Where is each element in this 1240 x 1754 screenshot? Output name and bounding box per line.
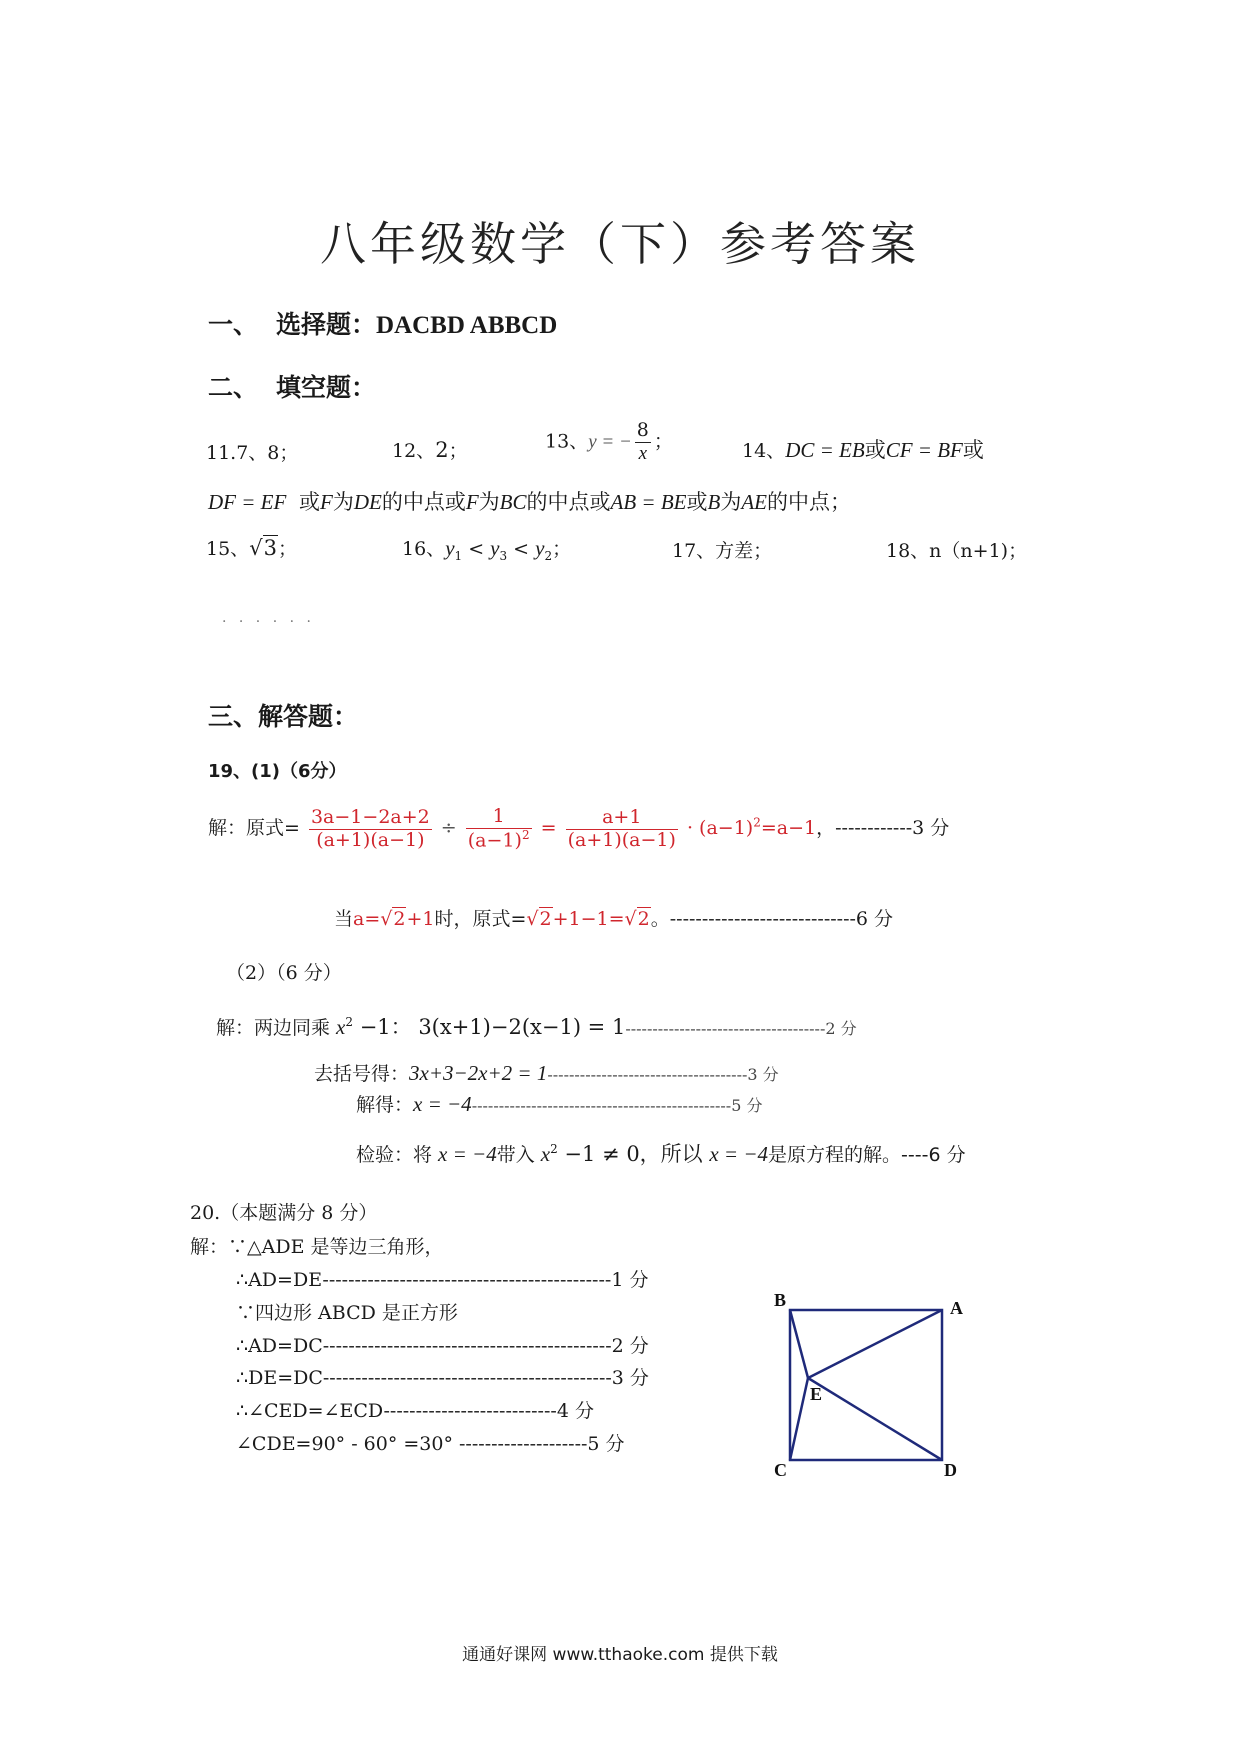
score-mark: 。-----------------------------6 分 <box>650 908 894 930</box>
sqrt-sign: √ <box>249 536 263 560</box>
answer-q11: 11.7、8； <box>206 442 299 464</box>
dots-placeholder: · · · · · · <box>222 614 315 630</box>
q20-line: ∴DE=DC---------------------------------------------3 分 <box>236 1367 649 1389</box>
q20-line: 解：∵△ADE 是等边三角形， <box>190 1236 444 1258</box>
q19-step2 <box>314 1059 779 1086</box>
segment-be <box>790 1310 808 1378</box>
fraction-2 <box>466 806 532 852</box>
equals-sign: = <box>540 817 563 840</box>
q20-heading: 20.（本题满分 8 分） <box>190 1202 378 1224</box>
sqrt-sign: √ <box>380 908 393 930</box>
section-number: 一、 <box>208 310 259 339</box>
numerator: 3a−1−2a+2 <box>310 805 430 828</box>
section-label: 填空题： <box>276 373 377 402</box>
q14-eq-b: CF = BF <box>885 438 963 462</box>
q-number: 13、 <box>545 430 589 453</box>
subscript: 3 <box>499 548 508 563</box>
word: 带入 <box>496 1144 541 1166</box>
answer-q16 <box>402 534 571 563</box>
label-d: D <box>944 1460 957 1480</box>
q14-eq-c: DF = EF <box>208 490 287 514</box>
exponent: 2 <box>550 1142 558 1156</box>
radicand: 2 <box>539 908 552 930</box>
section-label: 选择题： <box>276 310 377 339</box>
segment-label: DE <box>353 490 382 514</box>
q13-lhs: y = − <box>588 431 632 453</box>
numerator: 1 <box>492 805 505 827</box>
fraction-1 <box>309 807 432 852</box>
label-b: B <box>774 1290 787 1310</box>
radicand: 2 <box>393 908 406 930</box>
subscript: 1 <box>454 548 463 563</box>
word-or: 或 <box>864 438 886 462</box>
var-y: y <box>535 536 545 560</box>
segment-ce <box>790 1378 808 1460</box>
choice-answers: DACBD ABBCD <box>376 312 558 339</box>
score-mark: ------------------------------------------------5 分 <box>471 1096 763 1115</box>
step-label: 解：两边同乘 <box>216 1017 337 1039</box>
var-y: y <box>490 536 500 560</box>
section-solve: 三、解答题： <box>208 702 359 731</box>
fraction-3 <box>566 807 678 852</box>
punct: ； <box>653 430 673 453</box>
point-label: B <box>707 490 721 514</box>
radicand: 2 <box>637 908 650 930</box>
q20-line: ∴∠CED=∠ECD---------------------------4 分 <box>236 1400 594 1422</box>
step-label: 检验：将 <box>356 1144 439 1166</box>
sqrt-sign: √ <box>526 908 539 930</box>
q19-step1 <box>216 1011 857 1041</box>
q12-value: 2 <box>435 438 449 462</box>
step-label: 解得： <box>356 1094 414 1116</box>
answer-q13 <box>545 420 673 465</box>
denominator: (a+1)(a−1) <box>567 828 676 851</box>
radicand: 3 <box>263 536 277 560</box>
word-when: 当 <box>334 908 354 930</box>
expr: −1 ≠ 0，所以 <box>557 1142 710 1166</box>
q19-part2-heading: （2）（6 分） <box>226 962 342 984</box>
segment-label: BC <box>499 490 527 514</box>
var-x: x <box>336 1015 346 1039</box>
less-than: < <box>462 538 491 560</box>
answer-q12 <box>392 436 468 463</box>
less-than: < <box>507 538 536 560</box>
denominator <box>466 828 532 852</box>
label-c: C <box>774 1460 787 1480</box>
segment-de <box>808 1378 942 1460</box>
q14-eq-a: DC = EB <box>785 438 865 462</box>
q19-part1-heading: 19、(1)（6分） <box>208 761 347 782</box>
q-number: 12、 <box>392 440 436 462</box>
answer-q18: 18、n（n+1)； <box>886 540 1028 562</box>
exponent: 2 <box>345 1015 354 1029</box>
word: 的中点； <box>766 490 851 514</box>
q-number: 16、 <box>402 538 446 560</box>
punct: ； <box>448 440 468 462</box>
page-title: 八年级数学（下）参考答案 <box>320 217 920 271</box>
score-mark: -------------------------------------3 分 <box>547 1065 779 1084</box>
word: 为 <box>332 490 354 514</box>
square-triangle-figure <box>760 1280 1000 1480</box>
step-expr: −1： 3(x+1)−2(x−1) = 1 <box>353 1015 626 1039</box>
numerator: a+1 <box>602 805 642 828</box>
conclusion: 是原方程的解。----6 分 <box>768 1144 966 1166</box>
solution-label: 解：原式= <box>208 817 300 840</box>
q20-line: ∴AD=DC---------------------------------------------2 分 <box>236 1335 649 1357</box>
q20-line: ∠CDE=90° - 60° =30° --------------------5 分 <box>236 1433 625 1455</box>
score-mark: -------------------------------------2 分 <box>625 1019 857 1038</box>
word: 的中点或 <box>381 490 466 514</box>
q13-fraction <box>635 420 651 465</box>
denominator: (a+1)(a−1) <box>309 829 432 852</box>
exponent: 2 <box>521 827 530 842</box>
label-e: E <box>810 1384 823 1404</box>
a-equals: a= <box>353 908 381 930</box>
section-choice <box>208 305 557 341</box>
var-y: y <box>445 536 455 560</box>
word: 为 <box>720 490 742 514</box>
word-or: 或 <box>686 490 708 514</box>
segment-label: AE <box>741 490 767 514</box>
exponent: 2 <box>753 815 761 830</box>
text-then: 时，原式= <box>434 908 527 930</box>
answer-q17: 17、方差； <box>672 540 773 562</box>
q19-step3 <box>356 1090 762 1117</box>
den-base: (a−1) <box>467 829 522 852</box>
numerator: 8 <box>636 419 649 441</box>
punct: ； <box>277 538 297 560</box>
word: 的中点或 <box>526 490 611 514</box>
word-or: 或 <box>962 438 984 462</box>
q19-solution-line <box>208 806 949 852</box>
q20-line: ∵四边形 ABCD 是正方形 <box>236 1302 458 1324</box>
footer-source: 通通好课网 www.tthaoke.com 提供下载 <box>462 1645 778 1665</box>
q20-line: ∴AD=DE---------------------------------------------1 分 <box>236 1269 649 1291</box>
plus-one: +1 <box>406 908 435 930</box>
q19-substitution-line <box>334 904 893 931</box>
var-x: x <box>540 1142 551 1166</box>
q14-eq-f: AB = BE <box>610 490 687 514</box>
section-fill <box>208 368 376 404</box>
step-expr: 3x+3−2x+2 = 1 <box>409 1061 548 1085</box>
word: 为 <box>478 490 500 514</box>
sqrt-sign: √ <box>624 908 637 930</box>
point-label: F <box>320 490 333 514</box>
answer-q14-part2 <box>208 486 851 516</box>
point-label: F <box>465 490 479 514</box>
multiply-term: · (a−1) <box>686 817 754 840</box>
segment-ae <box>808 1310 942 1378</box>
result: =a−1 <box>760 817 817 840</box>
expr: x = −4 <box>438 1142 497 1166</box>
step-label: 去括号得： <box>314 1063 410 1085</box>
q-number: 14、 <box>742 440 786 462</box>
divide-sign: ÷ <box>440 817 463 840</box>
q19-check <box>356 1138 966 1168</box>
word-or: 或 <box>299 490 321 514</box>
q-number: 15、 <box>206 538 250 560</box>
section-number: 二、 <box>208 373 259 402</box>
subscript: 2 <box>544 548 553 563</box>
answer-q15 <box>206 534 297 561</box>
punct: ； <box>552 538 572 560</box>
expr: x = −4 <box>709 1142 769 1166</box>
answer-q14-part1 <box>742 434 984 464</box>
step-expr: x = −4 <box>413 1092 472 1116</box>
label-a: A <box>950 1298 963 1318</box>
denominator: x <box>635 442 651 465</box>
expr-mid: +1−1= <box>552 908 625 930</box>
score-mark: ，------------3 分 <box>816 817 950 840</box>
